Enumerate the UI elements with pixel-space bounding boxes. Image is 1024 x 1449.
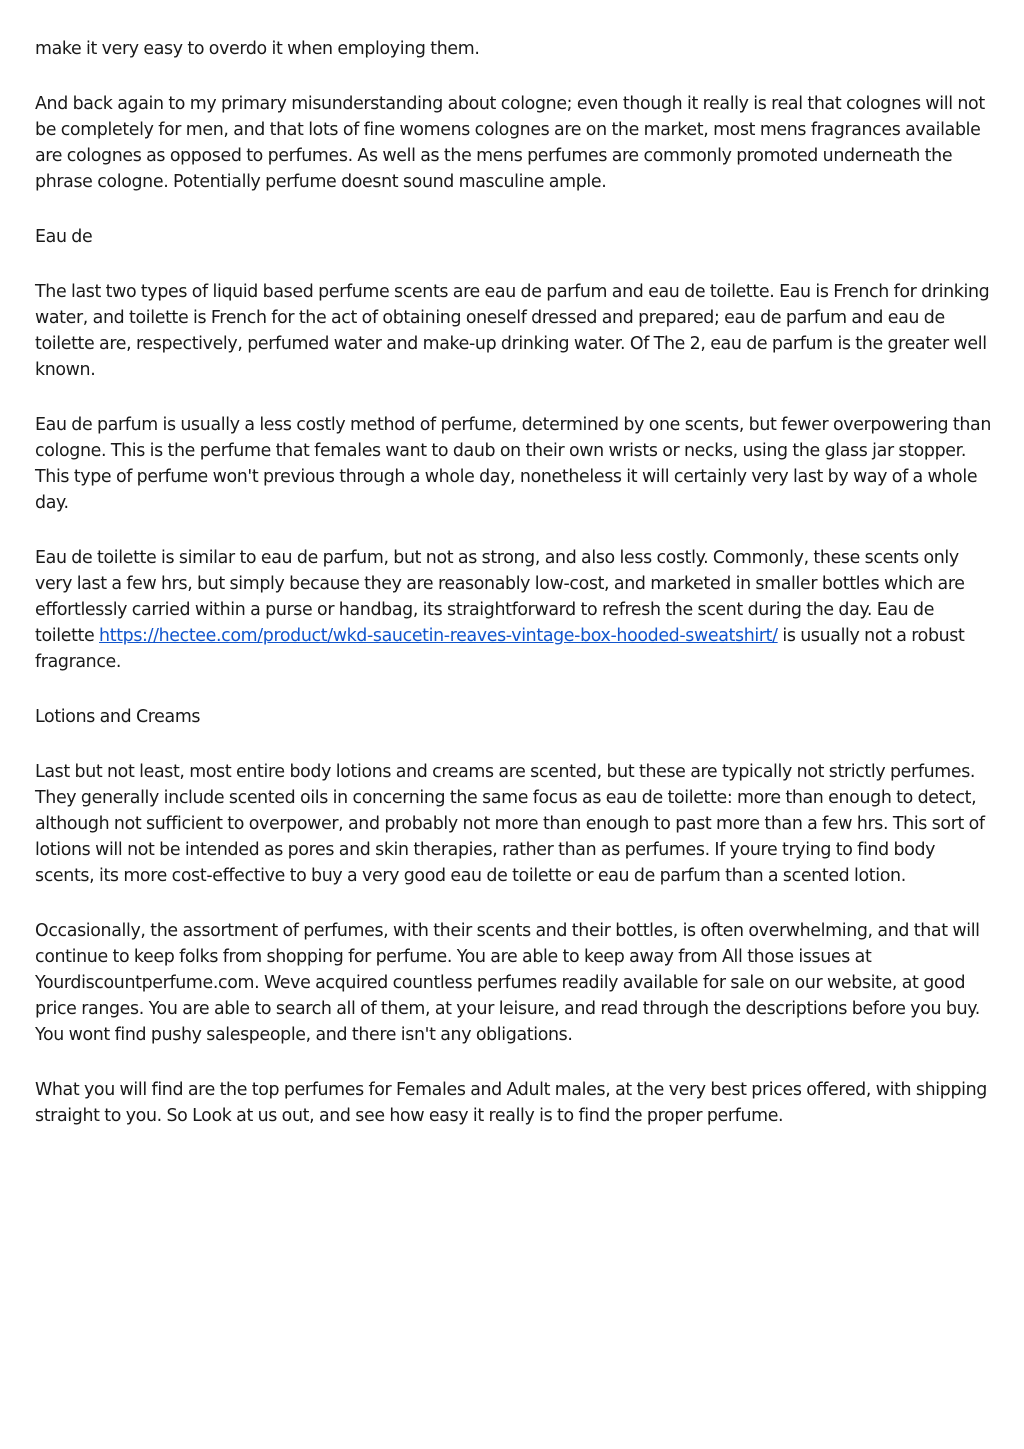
heading-eau-de: Eau de (35, 227, 93, 247)
paragraph-intro-fragment: make it very easy to overdo it when employing them. (35, 39, 480, 59)
paragraph-closing: What you will find are the top perfumes for Females and Adult males, at the very best prices offered, with shipping straight to you. So Look at us out, and see how easy it really is to find the proper perfume. (35, 1080, 987, 1126)
paragraph-text: Eau de toilette is similar to eau de parfum, but not as strong, and also less costly. Commonly, these scents only very last a few hrs, but simply because they are reasonably low-cost, and marketed in smaller bottles which are effortlessly carried within a purse or handbag, its straightforward to refresh the scent during the day. Eau de toilette (35, 548, 965, 646)
paragraph-text: is usually not a robust fragrance. (35, 626, 965, 672)
paragraph-eau-de-parfum: Eau de parfum is usually a less costly method of perfume, determined by one scents, but fewer overpowering than cologne. This is the perfume that females want to daub on their own wrists or necks, using the glass jar stopper. This type of perfume won't previous through a whole day, nonetheless it will certainly very last by way of a whole day. (35, 415, 992, 513)
paragraph-cologne: And back again to my primary misunderstanding about cologne; even though it really is real that colognes will not be completely for men, and that lots of fine womens colognes are on the market, most mens fragrances available are colognes as opposed to perfumes. As well as the mens perfumes are commonly promoted underneath the phrase cologne. Potentially perfume doesnt sound masculine ample. (35, 94, 985, 192)
paragraph-eau-de-toilette (35, 545, 995, 675)
paragraph-liquid-types: The last two types of liquid based perfume scents are eau de parfum and eau de toilette. Eau is French for drinking water, and toilette is French for the act of obtaining oneself dressed and prepared; eau de parfum and eau de toilette are, respectively, perfumed water and make-up drinking water. Of The 2, eau de parfum is the greater well known. (35, 282, 990, 380)
document-body (35, 36, 995, 1158)
heading-lotions-and-creams: Lotions and Creams (35, 707, 201, 727)
product-link[interactable]: https://hectee.com/product/wkd-saucetin-reaves-vintage-box-hooded-sweatshirt/ (99, 626, 778, 646)
paragraph-shopping: Occasionally, the assortment of perfumes, with their scents and their bottles, is often overwhelming, and that will continue to keep folks from shopping for perfume. You are able to keep away from All those issues at Yourdiscountperfume.com. Weve acquired countless perfumes readily available for sale on our website, at good price ranges. You are able to search all of them, at your leisure, and read through the descriptions before you buy. You wont find pushy salespeople, and there isn't any obligations. (35, 921, 980, 1045)
paragraph-lotions: Last but not least, most entire body lotions and creams are scented, but these are typically not strictly perfumes. They generally include scented oils in concerning the same focus as eau de toilette: more than enough to detect, although not sufficient to overpower, and probably not more than enough to past more than a few hrs. This sort of lotions will not be intended as pores and skin therapies, rather than as perfumes. If youre trying to find body scents, its more cost-effective to buy a very good eau de toilette or eau de parfum than a scented lotion. (35, 762, 985, 886)
